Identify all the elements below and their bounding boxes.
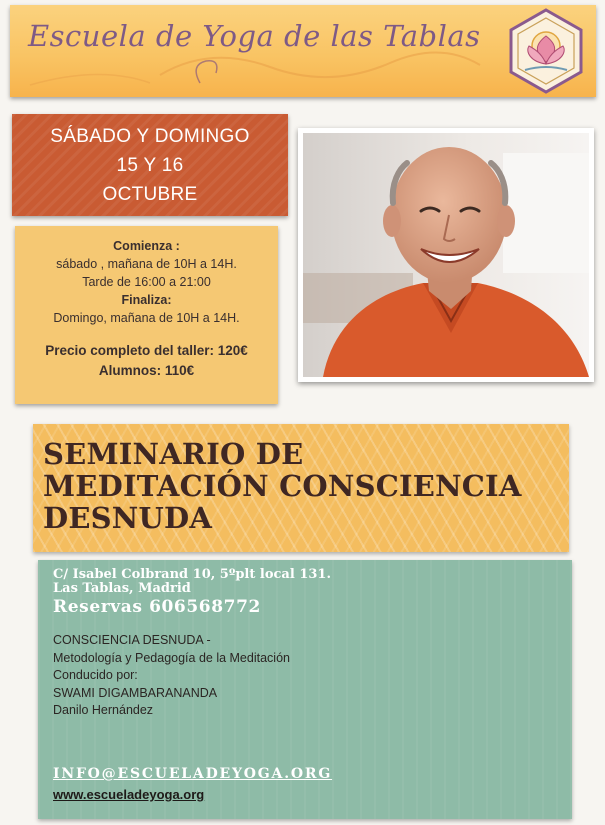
desc-line-2: Metodología y Pedagogía de la Meditación xyxy=(53,650,290,665)
start-label: Comienza : xyxy=(113,239,180,253)
address-line-2: Las Tablas, Madrid xyxy=(53,581,191,596)
price-full: Precio completo del taller: 120€ xyxy=(45,343,248,358)
email-link[interactable]: INFO@ESCUELADEYOGA.ORG xyxy=(53,766,333,782)
desc-line-1: CONSCIENCIA DESNUDA - xyxy=(53,633,211,647)
header-banner xyxy=(10,5,596,97)
reservations-phone: Reservas 606568772 xyxy=(53,597,261,617)
end-label: Finaliza: xyxy=(121,293,172,307)
instructor-photo xyxy=(298,128,594,382)
desc-line-3: Conducido por: xyxy=(53,668,138,682)
website-link[interactable]: www.escueladeyoga.org xyxy=(53,787,205,802)
school-name: Escuela de Yoga de las Tablas xyxy=(28,19,481,53)
address-line-1: C/ Isabel Colbrand 10, 5ºplt local 131. xyxy=(53,567,331,582)
date-month: OCTUBRE xyxy=(102,184,198,205)
schedule-box xyxy=(15,226,278,404)
end-morning: Domingo, mañana de 10H a 14H. xyxy=(53,311,240,325)
title-line-2: MEDITACIÓN CONSCIENCIA xyxy=(43,469,522,503)
desc-line-5: Danilo Hernández xyxy=(53,703,154,717)
date-numbers: 15 Y 16 xyxy=(116,155,184,176)
lotus-mandala-icon xyxy=(503,8,589,94)
seminar-description xyxy=(53,632,572,720)
title-line-3: DESNUDA xyxy=(43,501,213,535)
date-days: SÁBADO Y DOMINGO xyxy=(50,126,250,147)
title-line-1: SEMINARIO DE xyxy=(43,437,304,471)
price-students: Alumnos: 110€ xyxy=(98,363,195,378)
start-afternoon: Tarde de 16:00 a 21:00 xyxy=(82,275,211,289)
start-morning: sábado , mañana de 10H a 14H. xyxy=(56,257,237,271)
desc-line-4: SWAMI DIGAMBARANANDA xyxy=(53,685,218,700)
instructor-portrait-icon xyxy=(303,133,589,377)
date-box xyxy=(12,114,288,216)
seminar-title-box xyxy=(33,424,569,552)
info-box xyxy=(38,560,572,819)
